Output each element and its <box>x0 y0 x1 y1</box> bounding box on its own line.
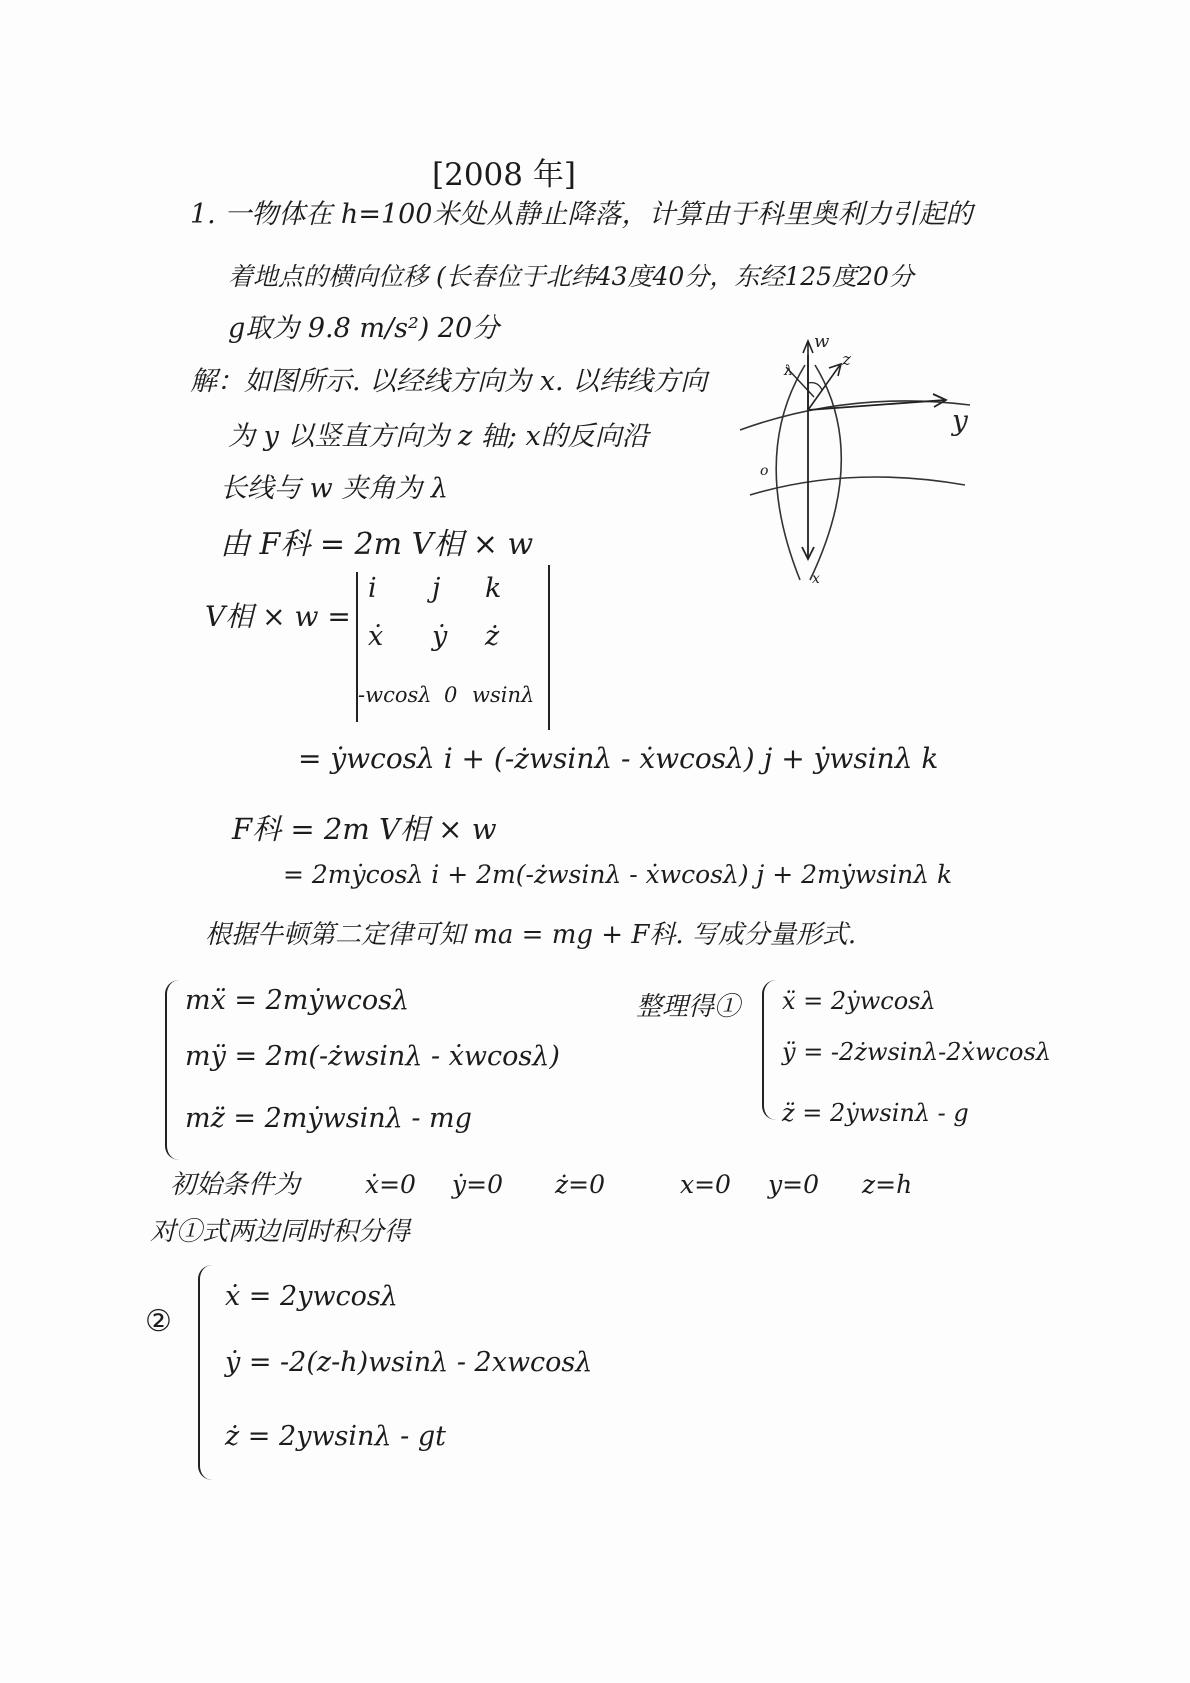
det-cell-k: k <box>485 573 502 604</box>
integrate-line: 对①式两边同时积分得 <box>150 1217 411 1247</box>
system3-eq-2: ẏ = -2(z-h)wsinλ - 2xwcosλ <box>225 1347 593 1378</box>
figure-meridian-right <box>810 365 841 580</box>
figure-label-o: o <box>760 463 769 479</box>
cross-product-result: = ẏwcosλ i + (-żwsinλ - ẋwcosλ) j + ẏwsinλ k <box>298 742 939 775</box>
det-cell-wcos: -wcosλ <box>358 683 432 707</box>
arrange-label: 整理得① <box>636 992 741 1022</box>
system1-eq-3: mz̈ = 2mẏwsinλ - mg <box>185 1103 472 1134</box>
cross-product-lhs: V相 × w = <box>205 600 351 633</box>
coriolis-force-line-2: = 2mẏcosλ i + 2m(-żwsinλ - ẋwcosλ) j + 2mẏwsinλ k <box>283 860 953 889</box>
initial-xdot: ẋ=0 <box>365 1170 416 1199</box>
system1-eq-2: mÿ = 2m(-żwsinλ - ẋwcosλ) <box>185 1041 560 1072</box>
problem-line-3: g取为 9.8 m/s²) 20分 <box>228 313 500 344</box>
system2-eq-1: ẍ = 2ẏwcosλ <box>782 987 936 1015</box>
det-cell-ydot: ẏ <box>432 621 448 652</box>
figure-label-y: y <box>952 404 968 437</box>
initial-z: z=h <box>862 1170 913 1199</box>
solution-intro-1: 解：如图所示. 以经线方向为 x. 以纬线方向 <box>190 366 708 397</box>
det-cell-i: i <box>368 573 377 604</box>
system2-eq-2: ÿ = -2żwsinλ-2ẋwcosλ <box>782 1038 1052 1066</box>
solution-intro-3: 长线与 w 夹角为 λ <box>220 473 448 504</box>
figure-curve-lower <box>750 477 965 495</box>
coriolis-force-line-1: F科 = 2m V相 × w <box>232 812 497 846</box>
initial-y: y=0 <box>768 1170 819 1199</box>
system1-eq-1: mẍ = 2mẏwcosλ <box>185 985 410 1016</box>
newton-law-line: 根据牛顿第二定律可知 ma = mg + F科. 写成分量形式. <box>205 920 857 950</box>
initial-label: 初始条件为 <box>170 1170 301 1200</box>
problem-line-2: 着地点的横向位移 (长春位于北纬43度40分，东经125度20分 <box>228 262 914 291</box>
initial-ydot: ẏ=0 <box>452 1170 503 1199</box>
figure-lambda-arc <box>808 383 822 390</box>
det-cell-zero: 0 <box>444 683 458 707</box>
det-cell-j: j <box>432 573 441 604</box>
system1-brace <box>165 980 181 1160</box>
figure-label-x: x <box>812 571 820 587</box>
system2-eq-3: z̈ = 2ẏwsinλ - g <box>782 1099 969 1127</box>
figure-label-lambda: λ <box>784 363 793 379</box>
page-title: [2008 年] <box>432 157 576 193</box>
figure-meridian-left <box>776 365 805 580</box>
determinant-right-bar <box>548 565 550 730</box>
figure-label-z: z <box>842 350 851 370</box>
det-cell-zdot: ż <box>485 621 500 652</box>
system2-brace <box>762 980 776 1120</box>
system3-eq-1: ẋ = 2ywcosλ <box>225 1281 398 1312</box>
initial-zdot: ż=0 <box>555 1170 606 1199</box>
initial-x: x=0 <box>680 1170 731 1199</box>
figure-label-w: w <box>814 335 830 352</box>
figure-z-vector <box>808 365 840 410</box>
coordinate-figure <box>730 335 980 595</box>
coriolis-definition: 由 F科 = 2m V相 × w <box>220 527 534 562</box>
det-cell-wsin: wsinλ <box>472 683 535 707</box>
det-cell-xdot: ẋ <box>368 621 384 652</box>
equation-label-2: ② <box>145 1304 172 1339</box>
solution-intro-2: 为 y 以竖直方向为 z 轴; x的反向沿 <box>228 421 649 452</box>
system3-eq-3: ż = 2ywsinλ - gt <box>225 1421 446 1452</box>
system3-brace <box>198 1265 214 1480</box>
problem-line-1: 1. 一物体在 h=100米处从静止降落，计算由于科里奥利力引起的 <box>190 199 973 230</box>
